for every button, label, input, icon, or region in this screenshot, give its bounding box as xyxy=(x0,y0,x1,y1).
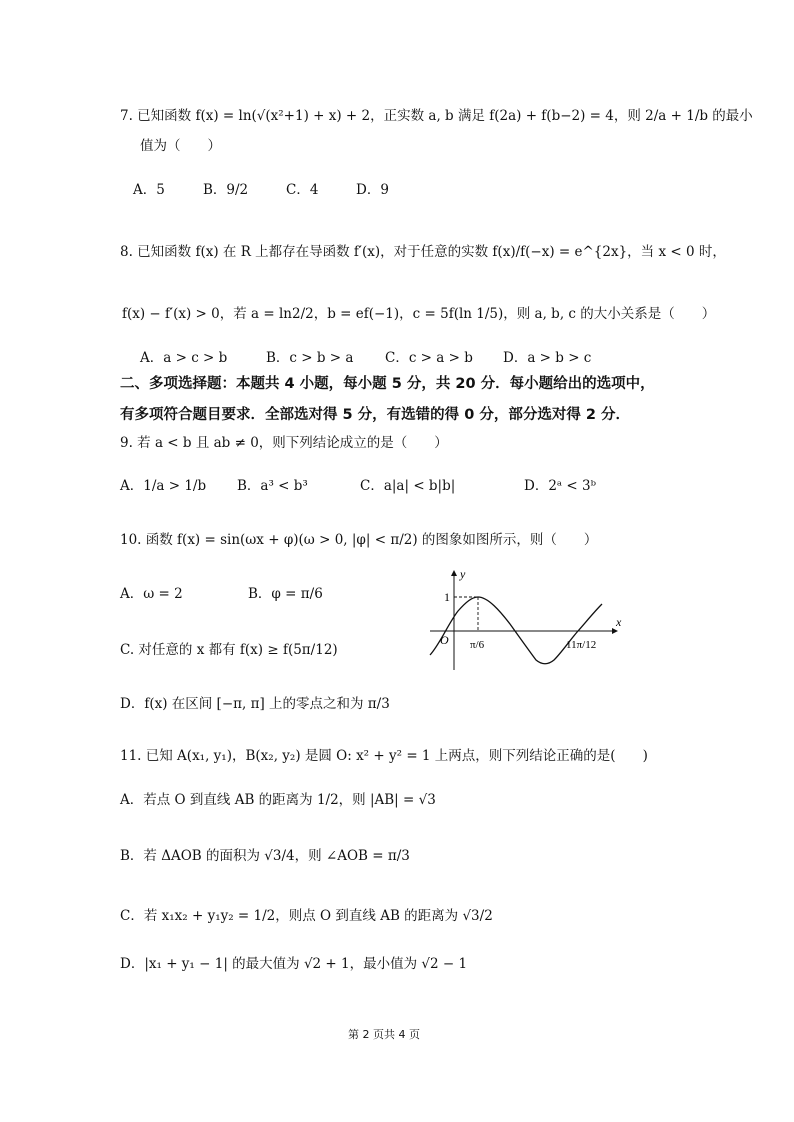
q10-option-c: C. 对任意的 x 都有 f(x) ≥ f(5π/12) xyxy=(120,642,338,658)
q9-option-a: A．1/a > 1/b xyxy=(120,478,207,494)
section2-heading-line2: 有多项符合题目要求．全部选对得 5 分，有选错的得 0 分，部分选对得 2 分． xyxy=(120,407,631,423)
q11-option-c: C．若 x₁x₂ + y₁y₂ = 1/2，则点 O 到直线 AB 的距离为 √3/2 xyxy=(120,908,493,924)
y-axis-arrow xyxy=(451,570,457,576)
q8-option-c: C．c > a > b xyxy=(385,350,473,366)
origin-label: O xyxy=(440,633,449,647)
q10-option-a: A．ω = 2 xyxy=(120,586,183,602)
q8-stem-line1: 8. 已知函数 f(x) 在 R 上都存在导函数 f′(x)，对于任意的实数 f(x)/f(−x) = e^{2x}，当 x < 0 时， xyxy=(120,244,726,260)
q8-option-b: B．c > b > a xyxy=(266,350,354,366)
tick-pi-over-6: π/6 xyxy=(470,639,485,651)
q7-stem-line1: 7. 已知函数 f(x) = ln(√(x²+1) + x) + 2，正实数 a, b 满足 f(2a) + f(b−2) = 4，则 2/a + 1/b 的最小 xyxy=(120,108,753,124)
q8-stem-line2: f(x) − f′(x) > 0，若 a = ln2/2，b = ef(−1)，c = 5f(ln 1/5)，则 a, b, c 的大小关系是（ ） xyxy=(122,306,716,322)
q10-option-b: B．φ = π/6 xyxy=(248,586,323,602)
q11-stem: 11. 已知 A(x₁, y₁)，B(x₂, y₂) 是圆 O: x² + y² = 1 上两点，则下列结论正确的是( ) xyxy=(120,748,648,764)
q7-option-c: C．4 xyxy=(286,182,319,198)
section2-heading-line1: 二、多项选择题：本题共 4 小题，每小题 5 分，共 20 分．每小题给出的选项中， xyxy=(120,376,655,392)
q11-option-b: B．若 ΔAOB 的面积为 √3/4，则 ∠AOB = π/3 xyxy=(120,848,410,864)
x-axis-label: x xyxy=(616,615,622,629)
q11-option-d: D．|x₁ + y₁ − 1| 的最大值为 √2 + 1，最小值为 √2 − 1 xyxy=(120,956,468,972)
sine-curve xyxy=(430,597,602,664)
q9-option-b: B．a³ < b³ xyxy=(237,478,308,494)
q7-stem-line2: 值为（ ） xyxy=(140,138,221,154)
q11-option-a: A．若点 O 到直线 AB 的距离为 1/2，则 |AB| = √3 xyxy=(120,792,436,808)
q7-option-b: B．9/2 xyxy=(203,182,249,198)
q8-option-d: D．a > b > c xyxy=(503,350,592,366)
q9-option-d: D．2ᵃ < 3ᵇ xyxy=(524,478,597,494)
y-axis-label: y xyxy=(460,567,466,581)
q7-option-d: D．9 xyxy=(356,182,389,198)
q10-option-d: D．f(x) 在区间 [−π, π] 上的零点之和为 π/3 xyxy=(120,696,390,712)
max-value-label: 1 xyxy=(444,590,450,604)
q8-option-a: A．a > c > b xyxy=(140,350,228,366)
q7-option-a: A．5 xyxy=(133,182,165,198)
q9-stem: 9. 若 a < b 且 ab ≠ 0，则下列结论成立的是（ ） xyxy=(120,435,448,451)
q10-stem: 10. 函数 f(x) = sin(ωx + φ)(ω > 0, |φ| < π/2) 的图象如图所示，则（ ） xyxy=(120,532,598,548)
sine-graph-figure xyxy=(426,566,626,676)
tick-11pi-over-12: 11π/12 xyxy=(566,639,597,651)
page-footer: 第 2 页共 4 页 xyxy=(348,1028,420,1041)
q9-option-c: C．a|a| < b|b| xyxy=(360,478,456,494)
